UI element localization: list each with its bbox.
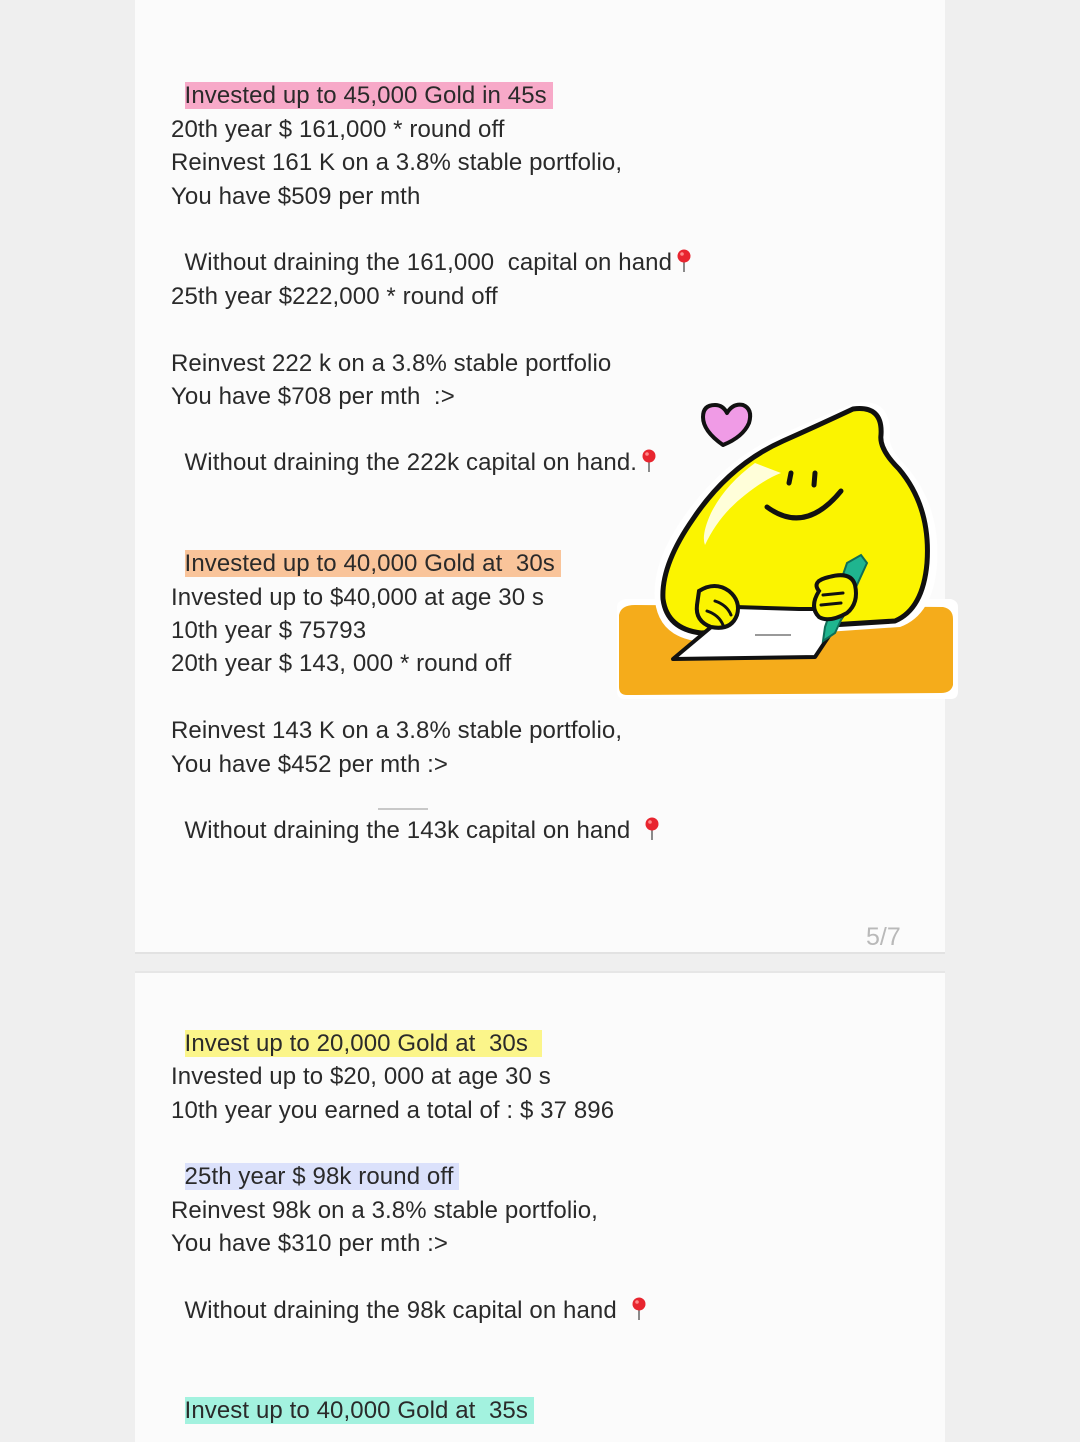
text-line: Without draining the 143k capital on hand — [184, 817, 631, 844]
text-line: Reinvest 143 K on a 3.8% stable portfolio, — [171, 717, 623, 744]
text-underline-mark — [378, 808, 428, 810]
text-line-with-pin — [171, 413, 657, 479]
text-line-with-pin — [171, 781, 660, 847]
text-line: You have $452 per mth :> — [171, 751, 449, 778]
text-line: 10th year $ 75793 — [171, 617, 367, 644]
section-heading-20k-30s — [171, 994, 542, 1060]
section-heading-45k-45s — [171, 46, 553, 112]
highlighted-heading: Invest up to 40,000 Gold at 35s — [185, 1397, 534, 1424]
round-pushpin-icon — [676, 249, 692, 273]
round-pushpin-icon — [644, 817, 660, 841]
text-line-with-pin — [171, 1261, 647, 1327]
highlighted-heading: Invested up to 45,000 Gold in 45s — [185, 82, 553, 109]
highlighted-heading: Invested up to 40,000 Gold at 30s — [185, 550, 561, 577]
text-line: You have $310 per mth :> — [171, 1230, 449, 1257]
highlighted-text: 25th year $ 98k round off — [185, 1163, 460, 1190]
heart-icon — [703, 405, 750, 445]
text-line: 20th year $ 161,000 * round off — [171, 116, 505, 143]
text-line: Reinvest 161 K on a 3.8% stable portfolio, — [171, 149, 623, 176]
highlighted-line — [171, 1127, 459, 1193]
text-line: 25th year $222,000 * round off — [171, 283, 498, 310]
text-line: Without draining the 161,000 capital on hand — [184, 249, 673, 276]
text-line: Invested up to $20, 000 at age 30 s — [171, 1063, 551, 1090]
text-line: You have $708 per mth :> — [171, 383, 455, 410]
page-indicator: 5/7 — [866, 923, 901, 951]
round-pushpin-icon — [631, 1297, 647, 1321]
section-heading-40k-35s — [171, 1361, 534, 1427]
section-heading-40k-30s — [171, 514, 561, 580]
text-line: Reinvest 222 k on a 3.8% stable portfolio — [171, 350, 612, 377]
text-line: Invested up to $40,000 at age 30 s — [171, 584, 545, 611]
smiley-writing-sticker — [615, 395, 960, 705]
text-line: Without draining the 98k capital on hand — [184, 1297, 617, 1324]
text-line-with-pin — [171, 213, 692, 279]
text-line: Without draining the 222k capital on hand. — [184, 449, 638, 476]
text-line: Reinvest 98k on a 3.8% stable portfolio, — [171, 1197, 598, 1224]
text-line: 10th year you earned a total of : $ 37 896 — [171, 1097, 615, 1124]
text-line: You have $509 per mth — [171, 183, 421, 210]
highlighted-heading: Invest up to 20,000 Gold at 30s — [185, 1030, 542, 1057]
text-line: 20th year $ 143, 000 * round off — [171, 650, 512, 677]
